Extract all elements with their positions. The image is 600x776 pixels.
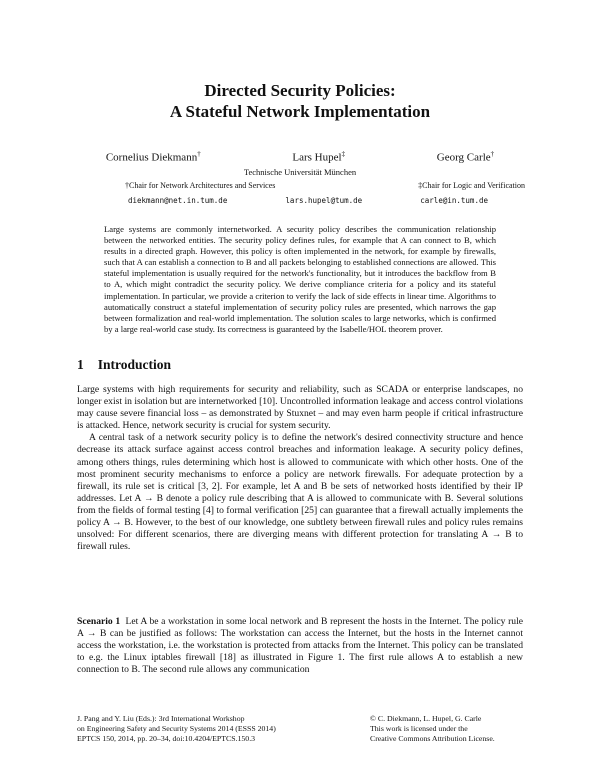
intro-body bbox=[77, 384, 523, 553]
author-2: Lars Hupel‡ bbox=[292, 150, 346, 164]
footer-license bbox=[370, 714, 580, 745]
section-number: 1 bbox=[77, 357, 84, 372]
email-2[interactable]: lars.hupel@tum.de bbox=[285, 196, 363, 205]
paper-title-line2: A Stateful Network Implementation bbox=[169, 102, 431, 121]
chair-1: †Chair for Network Architectures and Services bbox=[125, 181, 276, 190]
footer-right-line: © C. Diekmann, L. Hupel, G. Carle bbox=[370, 714, 482, 723]
paragraph-1: Large systems with high requirements for security and reliability, such as SCADA or enterprise landscapes, no longer exist in isolation but are internetworked [10]. Uncontrolled information leakage and access control violations may cause severe financial loss – as demonstrated by Stuxnet – and may even harm people if critical infrastructure is attacked. Hence, network security is crucial for system security. bbox=[77, 384, 523, 432]
author-1: Cornelius Diekmann† bbox=[105, 150, 201, 164]
author-list bbox=[60, 150, 540, 164]
paragraph-2: A central task of a network security policy is to define the network's desired connectivity structure and hence decrease its attack surface against access control breaches and information leakage. A security policy defines, among others things, rules determining which host is allowed to communicate with which other hosts. One of the most prominent security mechanisms to enforce a policy are network firewalls. For adequate protection by a firewall, its rule set is critical [3, 2]. For example, let A and B be sets of networked hosts identified by their IP addresses. Let A → B denote a policy rule describing that A is allowed to communicate with B. Several solutions from the fields of formal testing [4] to formal verification [25] can guarantee that a firewall actually implements the policy A → B. However, to the best of our knowledge, one subtlety between firewall rules and policy rules remains unsolved: For different scenarios, there are diverging means with different protection for translating A → B to firewall rules. bbox=[77, 432, 523, 553]
paper-title-line1: Directed Security Policies: bbox=[204, 81, 396, 100]
footer-left-line: EPTCS 150, 2014, pp. 20–34, doi:10.4204/EPTCS.150.3 bbox=[77, 734, 256, 744]
footer-right-line: This work is licensed under the bbox=[370, 724, 468, 734]
abstract: Large systems are commonly internetworked. A security policy describes the communication relationship between the networked entities. The security policy defines rules, for example that A can connect to B, which results in a directed graph. However, this policy is often implemented in the network, for example by firewalls, such that A can establish a connection to B and all packets belonging to established connections are allowed. This stateful implementation is usually required for the network's functionality, but it introduces the backflow from B to A, which might contradict the security policy. We derive compliance criteria for a policy and its stateful implementation. In particular, we provide a criterion to verify the lack of side effects in linear time. Algorithms to automatically construct a stateful implementation of security policy rules are presented, which narrows the gap between formalization and real-world implementation. The solution scales to large networks, which is confirmed by a large real-world case study. Its correctness is guaranteed by the Isabelle/HOL theorem prover. bbox=[104, 224, 496, 334]
chair-2: ‡Chair for Logic and Verification bbox=[418, 181, 525, 190]
section-title: Introduction bbox=[97, 357, 172, 372]
scenario-text: Let A be a workstation in some local network and B represent the hosts in the Internet. The policy rule A → B can be justified as follows: The workstation can access the Internet, but the hosts in the Internet cannot access the workstation, i.e. the workstation is protected from attacks from the Internet. This policy can be translated to e.g. the Linux iptables firewall [18] as illustrated in Figure 1. The first rule allows A to establish a new connection to B. The second rule allows any communication bbox=[77, 616, 523, 676]
footer-left-line: on Engineering Safety and Security Systems 2014 (ESSS 2014) bbox=[77, 724, 276, 734]
license-link[interactable]: Creative Commons Attribution License. bbox=[370, 734, 495, 744]
scenario-block bbox=[77, 616, 523, 676]
footer-citation bbox=[77, 714, 327, 745]
university: Technische Universität München bbox=[243, 167, 357, 177]
email-list bbox=[128, 196, 488, 205]
email-3[interactable]: carle@in.tum.de bbox=[420, 196, 488, 205]
chairs bbox=[125, 181, 525, 190]
email-1[interactable]: diekmann@net.in.tum.de bbox=[128, 196, 228, 205]
section-heading bbox=[77, 357, 171, 373]
footer-left-line: J. Pang and Y. Liu (Eds.): 3rd International Workshop bbox=[77, 714, 245, 723]
scenario-label: Scenario 1 bbox=[77, 616, 121, 627]
author-3: Georg Carle† bbox=[436, 150, 495, 164]
